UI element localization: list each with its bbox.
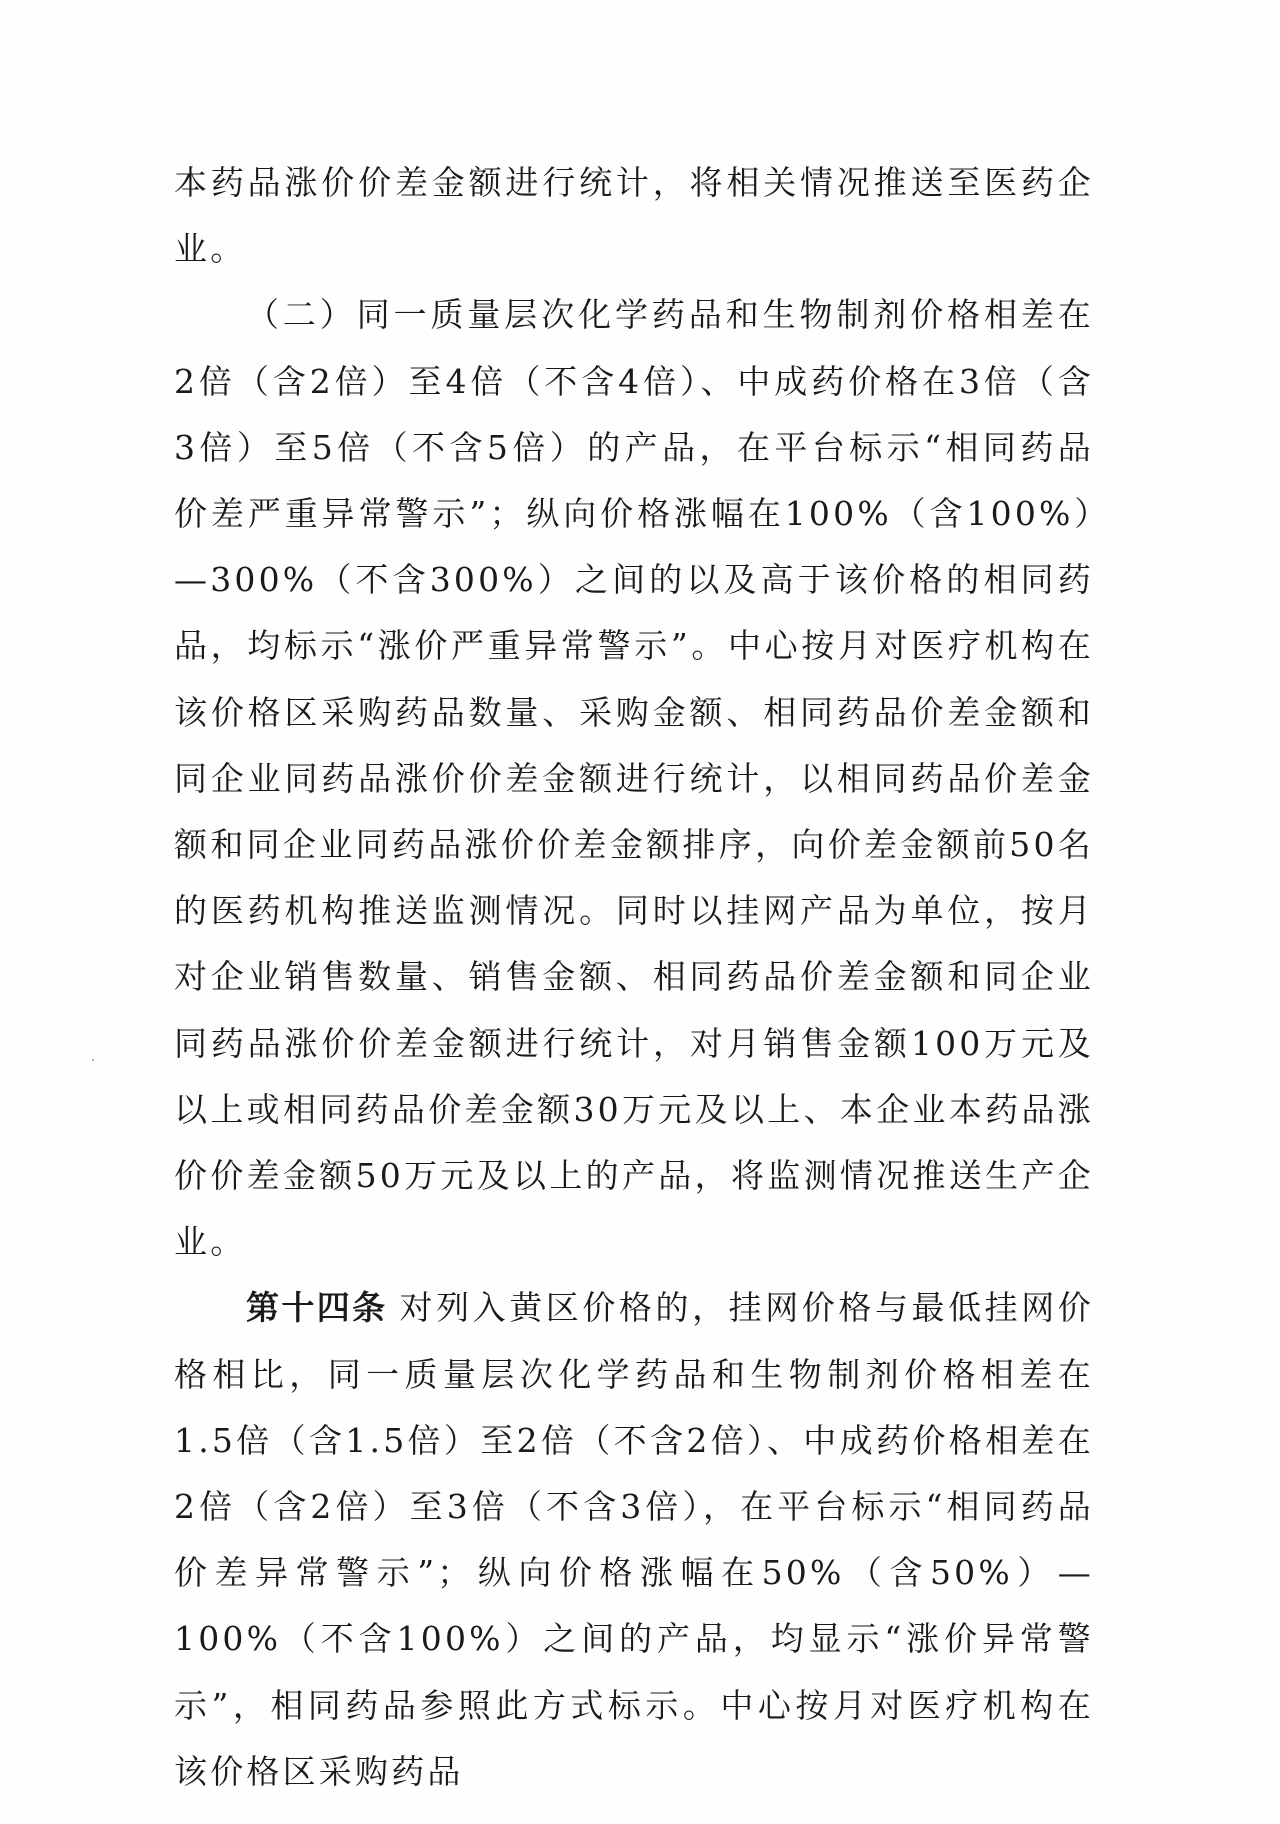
paragraph-text: （二）同一质量层次化学药品和生物制剂价格相差在2倍（含2倍）至4倍（不含4倍）、中成药价格在3倍（含3倍）至5倍（不含5倍）的产品，在平台标示“相同药品价差严重异常警示”；纵向价格涨幅在100%（含100%）—300%（不含300%）之间的以及高于该价格的相同药品，均标示“涨价严重异常警示”。中心按月对医疗机构在该价格区采购药品数量、采购金额、相同药品价差金额和同企业同药品涨价价差金额进行统计，以相同药品价差金额和同企业同药品涨价价差金额排序，向价差金额前50名的医药机构推送监测情况。同时以挂网产品为单位，按月对企业销售数量、销售金额、相同药品价差金额和同企业同药品涨价价差金额进行统计，对月销售金额100万元及以上或相同药品价差金额30万元及以上、本企业本药品涨价价差金额50万元及以上的产品，将监测情况推送生产企业。: [174, 295, 1094, 1262]
paragraph-article-14: [174, 1275, 1094, 1805]
scan-speck: [92, 1059, 94, 1061]
paragraph-item-two: [174, 282, 1094, 1275]
paragraph-text: 对列入黄区价格的，挂网价格与最低挂网价格相比，同一质量层次化学药品和生物制剂价格相差在1.5倍（含1.5倍）至2倍（不含2倍）、中成药价格相差在2倍（含2倍）至3倍（不含3倍），在平台标示“相同药品价差异常警示”；纵向价格涨幅在50%（含50%）—100%（不含100%）之间的产品，均显示“涨价异常警示”，相同药品参照此方式标示。中心按月对医疗机构在该价格区采购药品: [174, 1288, 1094, 1791]
paragraph-text: 本药品涨价价差金额进行统计，将相关情况推送至医药企业。: [174, 163, 1094, 269]
document-body: [174, 150, 1094, 1805]
article-heading: 第十四条: [246, 1288, 388, 1328]
paragraph-continuation: [174, 150, 1094, 282]
